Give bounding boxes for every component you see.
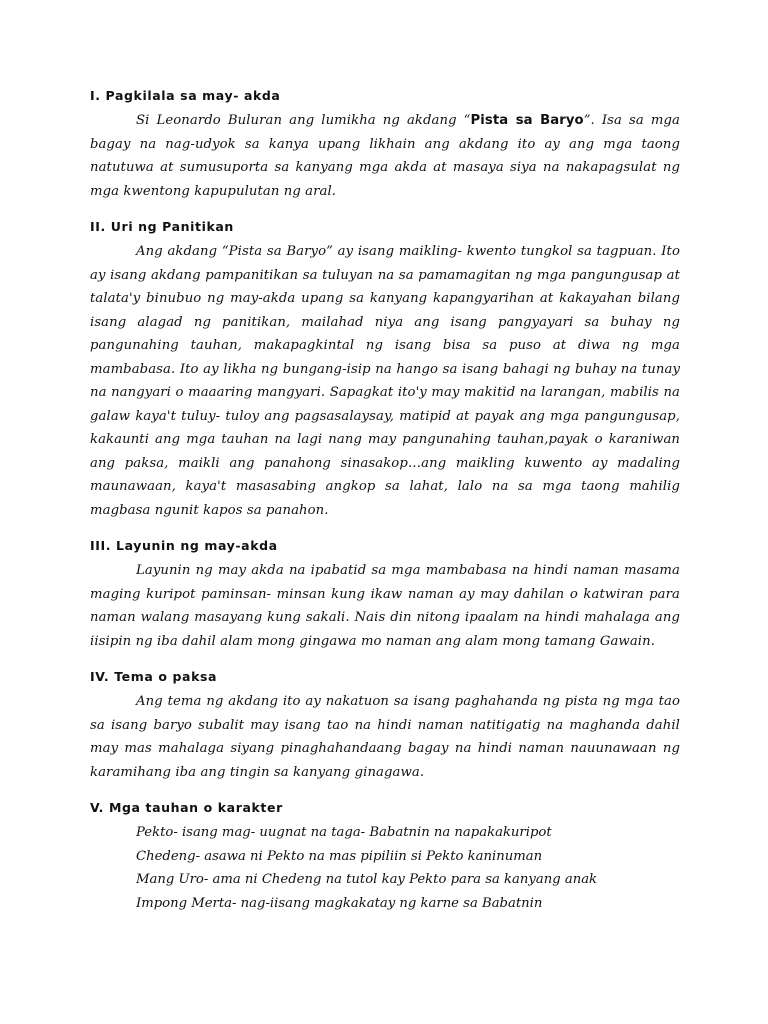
author-text-end: ”. Isa sa mga bagay na nag-udyok sa kanya upang likhain ang akdang ito ay ang mga taong natutuwa at sumusuporta sa kanyang mga akda at masaya siya na nakapagsulat ng mga kwentong kapupulutan ng aral. xyxy=(90,113,681,199)
author-text-start: Si Leonardo Buluran ang lumikha ng akdang “ xyxy=(136,113,471,128)
section-purpose xyxy=(90,538,680,653)
literary-type-paragraph: Ang akdang “Pista sa Baryo” ay isang maikling- kwento tungkol sa tagpuan. Ito ay isang akdang pampanitikan sa tuluyan na sa pamamagitan ng mga pangungusap at talata'y binubuo ng may-akda upang sa kanyang kapangyarihan at kakayahan bilang isang alagad ng panitikan, mailahad niya ang isang pangyayari sa buhay ng pangunahing tauhan, makapagkintal ng isang bisa sa puso at diwa ng mga mambabasa. Ito ay likha ng bungang-isip na hango sa isang bahagi ng buhay na tunay na nangyari o maaaring mangyari. Sapagkat ito'y may makitid na larangan, mabilis na galaw kaya't tuluy- tuloy ang pagsasalaysay, matipid at payak ang mga pangungusap, kakaunti ang mga tauhan na lagi nang may pangunahing tauhan,payak o karaniwan ang paksa, maikli ang panahong sinasakop…ang maikling kuwento ay madaling maunawaan, kaya't masasabing angkop sa lahat, lalo na sa mga taong mahilig magbasa ngunit kapos sa panahon. xyxy=(90,244,680,518)
document-page xyxy=(90,88,680,931)
author-paragraph xyxy=(90,109,680,203)
character-list xyxy=(90,821,680,915)
section-heading: V. Mga tauhan o karakter xyxy=(90,800,283,815)
section-characters xyxy=(90,800,680,915)
purpose-paragraph: Layunin ng may akda na ipabatid sa mga mambabasa na hindi naman masama maging kuripot paminsan- minsan kung ikaw naman ay may dahilan o katwiran para naman walang masayang kung sakali. Nais din nitong ipaalam na hindi mahalaga ang iisipin ng iba dahil alam mong gingawa mo naman ang alam mong tamang Gawain. xyxy=(90,563,680,649)
section-literary-type xyxy=(90,219,680,522)
section-author xyxy=(90,88,680,203)
list-item: Chedeng- asawa ni Pekto na mas pipiliin si Pekto kaninuman xyxy=(136,848,543,864)
list-item: Impong Merta- nag-iisang magkakatay ng karne sa Babatnin xyxy=(136,895,543,911)
section-heading: I. Pagkilala sa may- akda xyxy=(90,88,281,103)
theme-paragraph: Ang tema ng akdang ito ay nakatuon sa isang paghahanda ng pista ng mga tao sa isang baryo subalit may isang tao na hindi naman natitigatig na maghanda dahil may mas mahalaga siyang pinaghahandaang bagay na hindi naman nauunawaan ng karamihang iba ang tingin sa kanyang ginagawa. xyxy=(90,694,680,780)
section-heading: II. Uri ng Panitikan xyxy=(90,219,234,234)
section-heading: III. Layunin ng may-akda xyxy=(90,538,278,553)
section-theme xyxy=(90,669,680,784)
list-item: Pekto- isang mag- uugnat na taga- Babatnin na napakakuripot xyxy=(136,825,552,840)
story-title: Pista sa Baryo xyxy=(470,113,584,128)
list-item: Mang Uro- ama ni Chedeng na tutol kay Pekto para sa kanyang anak xyxy=(136,872,598,887)
section-heading: IV. Tema o paksa xyxy=(90,669,218,684)
